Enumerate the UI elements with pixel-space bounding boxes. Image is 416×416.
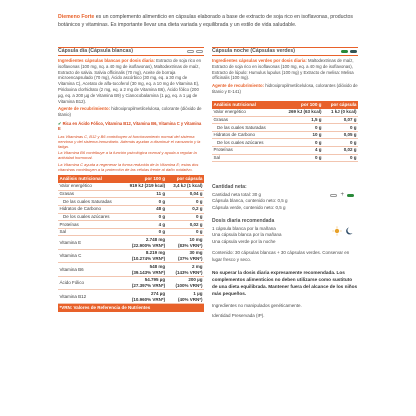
value-per-100g: 4 g bbox=[279, 147, 323, 155]
check-item bbox=[58, 121, 204, 132]
night-capsule-column bbox=[212, 47, 358, 320]
night-ingredients-label: Ingredientes cápsulas verdes por dosis diaria: bbox=[212, 58, 307, 63]
day-claims bbox=[58, 134, 204, 172]
dose-line: Una cápsula verde por la noche bbox=[212, 238, 276, 244]
day-nutrition-table bbox=[58, 175, 204, 304]
day-coating-label: Agente de recubrimiento: bbox=[58, 106, 111, 112]
night-ingredients bbox=[212, 58, 358, 81]
row-label: Vitamina B6 bbox=[58, 263, 122, 276]
value-per-capsule: 200 µg (100% VRN*) bbox=[167, 276, 204, 289]
sun-moon-icon bbox=[332, 226, 354, 236]
capsule-icons bbox=[330, 192, 354, 200]
bottom-note: Identidad Preservada (IP). bbox=[212, 313, 265, 319]
warning-text: No superar la dosis diaria expresamente recomendada. Los complementos alimenticios no deben utilizarse como sustituto de una dieta equilibrada. Mantener fuera del alcance de los niños más pequeños. bbox=[212, 270, 358, 296]
row-label: Hidratos de Carbono bbox=[212, 131, 279, 139]
value-per-capsule: 3,4 kJ (1 kcal) bbox=[167, 183, 204, 190]
day-capsule-header bbox=[58, 47, 204, 56]
night-capsule-header bbox=[212, 47, 358, 56]
net-quantity-block bbox=[212, 192, 358, 212]
row-label: De las cuales Saturadas bbox=[58, 198, 122, 206]
row-label: Valor energético bbox=[212, 109, 279, 116]
table-header: Análisis nutricional bbox=[58, 175, 122, 183]
value-per-capsule: 0 g bbox=[167, 198, 204, 206]
day-ingredients bbox=[58, 58, 204, 104]
value-per-100g: 548 mg (39.143% VRN*) bbox=[122, 263, 167, 276]
table-row bbox=[58, 190, 204, 198]
row-label: Vitamina C bbox=[58, 249, 122, 262]
table-row bbox=[212, 147, 358, 155]
table-row bbox=[58, 198, 204, 206]
value-per-capsule: 1 kJ (0 kcal) bbox=[323, 109, 358, 116]
row-label: Hidratos de Carbono bbox=[58, 205, 122, 213]
day-coating bbox=[58, 106, 204, 118]
value-per-100g: 0 g bbox=[279, 154, 323, 162]
table-row bbox=[212, 131, 358, 139]
white-capsule-icon bbox=[187, 50, 203, 53]
value-per-100g: 0 g bbox=[279, 124, 323, 132]
value-per-100g: 4 g bbox=[122, 221, 167, 229]
value-per-capsule: 10 mg (83% VRN*) bbox=[167, 236, 204, 249]
value-per-100g: 0 g bbox=[122, 228, 167, 236]
vrn-footnote: *VRN: Valores de Referencia de Nutrientes bbox=[58, 304, 204, 312]
net-line: Cápsula verde, contenido neto: 0,5 g bbox=[212, 204, 286, 210]
claim-text: La Vitamina B6 contribuye a la función psicológica normal y ayuda a regular la actividad hormonal. bbox=[58, 150, 197, 161]
value-per-capsule: 0,05 g bbox=[323, 131, 358, 139]
checkmark-icon: ✔ bbox=[58, 120, 62, 126]
table-header: por 100 g bbox=[279, 101, 323, 109]
table-header: por cápsula bbox=[323, 101, 358, 109]
table-row bbox=[58, 221, 204, 229]
value-per-capsule: 0,02 g bbox=[323, 147, 358, 155]
value-per-100g: 54.795 µg (27.397% VRN*) bbox=[122, 276, 167, 289]
dose-line: 1 cápsula blanca por la mañana bbox=[212, 225, 276, 231]
value-per-capsule: 0,07 g bbox=[323, 116, 358, 124]
value-per-100g: 11 g bbox=[122, 190, 167, 198]
claim-text: La Vitamina C ayuda a regenerar la forma reducida de la Vitamina E; estas dos vitaminas contribuyen a la protección de las células frente al daño oxidativo. bbox=[58, 161, 199, 172]
value-per-capsule: 30 mg (37% VRN*) bbox=[167, 249, 204, 262]
value-per-100g: 0 g bbox=[279, 139, 323, 147]
value-per-capsule: 0,02 g bbox=[167, 221, 204, 229]
value-per-100g: 919 kJ (219 kcal) bbox=[122, 183, 167, 190]
day-capsule-title: Cápsula día (Cápsula blancas) bbox=[58, 48, 133, 55]
day-checks bbox=[58, 121, 204, 132]
table-row bbox=[58, 276, 204, 289]
row-label: Proteínas bbox=[212, 147, 279, 155]
day-night-icons bbox=[332, 226, 354, 236]
dose-block bbox=[212, 226, 358, 246]
intro-text: es un complemento alimenticio en cápsulas elaborado a base de extracto de soja rico en isoflavonas, productos botánicos y vitaminas. Es importante llevar una dieta variada y equilibrada y un estilo de vida saludable. bbox=[58, 14, 354, 28]
value-per-100g: 0 g bbox=[122, 198, 167, 206]
value-per-capsule: 0 g bbox=[167, 228, 204, 236]
night-coating-label: Agente de recubrimiento: bbox=[212, 83, 265, 89]
night-ingredients-text: Maltodextrinas de maíz, Extracto de soja rico en isoflavonas (100 mg, eq. a 40 mg de isoflavonas), Extracto de lúpulo: Humulus lupulus (100 mg) y Extracto de melisa: Melisa officinalis (100 mg). bbox=[212, 58, 354, 81]
net-line: Cantidad neta total: 30 g bbox=[212, 191, 262, 197]
bottom-notes bbox=[212, 303, 358, 320]
value-per-100g: 269 kJ (63 kcal) bbox=[279, 109, 323, 116]
value-per-capsule: 0 g bbox=[323, 124, 358, 132]
day-ingredients-label: Ingredientes cápsulas blancas por dosis diaria: bbox=[58, 58, 155, 63]
row-label: De los cuales azúcares bbox=[212, 139, 279, 147]
green-capsule-icon bbox=[341, 50, 357, 53]
row-label: Proteínas bbox=[58, 221, 122, 229]
row-label: Sal bbox=[212, 154, 279, 162]
row-label: De las cuales Saturadas bbox=[212, 124, 279, 132]
table-row bbox=[212, 139, 358, 147]
table-header: por cápsula bbox=[167, 175, 204, 183]
night-coating bbox=[212, 83, 358, 95]
net-line: Cápsula blanca, contenido neto: 0,5 g bbox=[212, 198, 288, 204]
check-text: Rica en Ácido Fólico, Vitamina B12, Vitamina B6, Vitamina C y Vitamina E bbox=[58, 120, 202, 132]
night-nutrition-table bbox=[212, 101, 358, 163]
table-row bbox=[212, 116, 358, 124]
table-row bbox=[58, 290, 204, 303]
night-capsule-title: Cápsula noche (Cápsulas verdes) bbox=[212, 48, 296, 55]
intro-paragraph bbox=[58, 14, 358, 29]
value-per-100g: 0 g bbox=[122, 213, 167, 221]
value-per-100g: 48 g bbox=[122, 205, 167, 213]
table-row bbox=[58, 205, 204, 213]
value-per-100g: 274 µg (10.960% VRN*) bbox=[122, 290, 167, 303]
white-capsule-icon bbox=[330, 194, 337, 197]
table-row bbox=[212, 109, 358, 116]
table-row bbox=[58, 263, 204, 276]
value-per-capsule: 0 g bbox=[167, 213, 204, 221]
table-header: por 100 g bbox=[122, 175, 167, 183]
table-row bbox=[58, 213, 204, 221]
row-label: Grasas bbox=[58, 190, 122, 198]
dose-line: Una cápsula blanca por la mañana bbox=[212, 232, 282, 238]
night-coating-text: hidroxipropilmetilcelulosa, colorantes (dióxido de titanio y E-141) bbox=[212, 83, 358, 94]
claim-text: Las Vitaminas C, B12 y B6 contribuyen al funcionamiento normal del sistema nervioso y del sistema inmunitario. Además ayudan a disminuir el cansancio y la fatiga. bbox=[58, 133, 201, 149]
value-per-capsule: 1 µg (40% VRN*) bbox=[167, 290, 204, 303]
value-per-100g: 10 g bbox=[279, 131, 323, 139]
green-capsule-icon bbox=[347, 194, 354, 197]
table-row bbox=[58, 249, 204, 262]
dose-title: Dosis diaria recomendada bbox=[212, 218, 275, 225]
value-per-capsule: 0 g bbox=[323, 139, 358, 147]
value-per-100g: 8.219 mg (10.274% VRN*) bbox=[122, 249, 167, 262]
bottom-note: Ingredientes no manipulados genéticamente. bbox=[212, 302, 302, 308]
table-row bbox=[58, 228, 204, 236]
row-label: Vitamina E bbox=[58, 236, 122, 249]
value-per-capsule: 0,04 g bbox=[167, 190, 204, 198]
table-row bbox=[58, 236, 204, 249]
row-label: Valor energético bbox=[58, 183, 122, 190]
value-per-capsule: 0 g bbox=[323, 154, 358, 162]
day-ingredients-text: Extracto de soja rico en isoflavonas (100 mg, nq. a 40 mg de isoflavonas), Maltodextrinas de maíz, Extracto de salvia. Salvia officinalis (70 mg), Aceite de borraja microencapsulado (70 mg), Ácido ascórbico (30 mg, eq. a 30 mg de Vitamina C), Acetato de alfa-tocoferol (30 mg, eq. a 10 mg de Vitamina E), Piridoxina clorhidrato (2 mg, eq. a 2 mg de Vitamina B6), Ácido fólico (200 µg, eq. a 200 µg de Vitamina B9) y Cianocobalamina (1 µg, eq. a 1 µg de Vitamina B12). bbox=[58, 58, 202, 104]
net-quantity-lines bbox=[212, 192, 288, 212]
row-label: Sal bbox=[58, 228, 122, 236]
table-row bbox=[58, 183, 204, 190]
dose-lines bbox=[212, 226, 282, 246]
table-header: Análisis nutricional bbox=[212, 101, 279, 109]
brand-name: Diemeno Forte bbox=[58, 14, 95, 20]
value-per-100g: 1,5 g bbox=[279, 116, 323, 124]
value-per-capsule: 0,2 g bbox=[167, 205, 204, 213]
row-label: De los cuales azúcares bbox=[58, 213, 122, 221]
table-row bbox=[212, 124, 358, 132]
row-label: Vitamina B12 bbox=[58, 290, 122, 303]
content-text: Contenido: 30 cápsulas blancas + 30 cápsulas verdes. Conservar en lugar fresco y seco. bbox=[212, 250, 350, 262]
plus-icon: + bbox=[340, 191, 344, 198]
day-coating-text: hidroxipropilmetilcelulosa, colorante (dióxido de titanio) bbox=[58, 106, 202, 118]
day-capsule-column bbox=[58, 47, 204, 312]
row-label: Ácido Fólico bbox=[58, 276, 122, 289]
row-label: Grasas bbox=[212, 116, 279, 124]
value-per-capsule: 2 mg (143% VRN*) bbox=[167, 263, 204, 276]
net-quantity-title: Cantidad neta: bbox=[212, 184, 247, 191]
value-per-100g: 2.748 mg (22.900% VRN*) bbox=[122, 236, 167, 249]
table-row bbox=[212, 154, 358, 162]
